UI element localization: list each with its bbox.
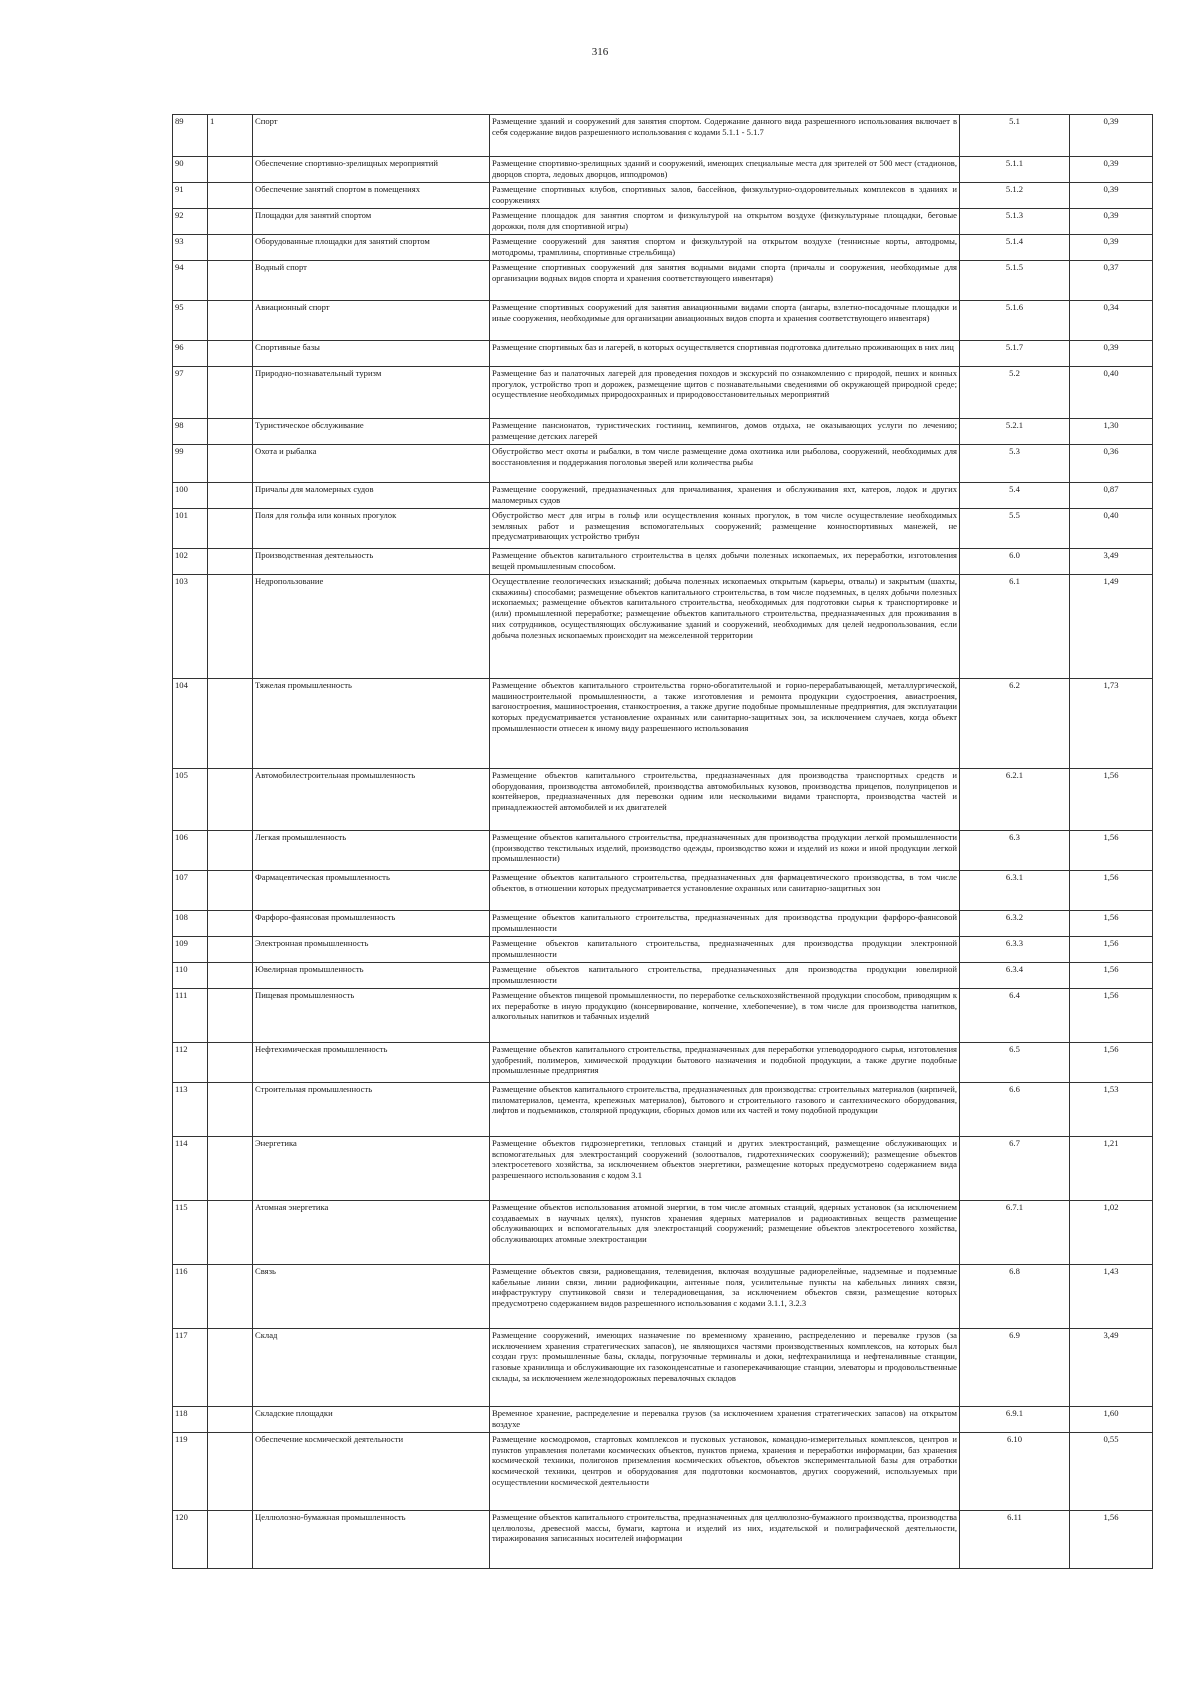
use-type-code: 6.3.3 [960,937,1070,963]
row-mark [208,157,253,183]
use-type-name: Складские площадки [253,1407,490,1433]
coefficient-value: 3,49 [1070,1329,1153,1407]
table-row [173,831,1153,871]
use-type-code: 6.7.1 [960,1201,1070,1265]
use-type-name: Ювелирная промышленность [253,963,490,989]
use-type-description: Размещение баз и палаточных лагерей для проведения походов и экскурсий по ознакомлению с природой, пеших и конных прогулок, устройство троп и дорожек, размещение щитов с познавательными сведениями об окружающей природной среде; осуществление необходимых природоохранных и природовосстановительных мероприятий [490,367,960,419]
row-number: 109 [173,937,208,963]
coefficient-value: 0,37 [1070,261,1153,301]
row-mark [208,1433,253,1511]
table-row [173,367,1153,419]
row-number: 92 [173,209,208,235]
row-mark [208,575,253,679]
use-type-code: 6.5 [960,1043,1070,1083]
table-row [173,549,1153,575]
coefficient-value: 1,02 [1070,1201,1153,1265]
coefficient-value: 1,53 [1070,1083,1153,1137]
row-number: 97 [173,367,208,419]
coefficient-value: 1,56 [1070,989,1153,1043]
row-mark [208,871,253,911]
row-number: 104 [173,679,208,769]
coefficient-value: 1,56 [1070,1043,1153,1083]
use-type-code: 5.1 [960,115,1070,157]
use-type-code: 5.1.5 [960,261,1070,301]
table-row [173,445,1153,483]
use-type-code: 5.3 [960,445,1070,483]
use-type-description: Размещение объектов капитального строительства горно-обогатительной и горно-перерабатывающей, металлургической, машиностроительной промышленности, а также изготовления и ремонта продукции судостроения, авиастроения, вагоностроения, машиностроения, станкостроения, а также другие подобные промышленные предприятия, для эксплуатации которых предусматривается установление охранных или санитарно-защитных зон, за исключением случаев, когда объект промышленности отнесен к иному виду разрешенного использования [490,679,960,769]
use-type-name: Туристическое обслуживание [253,419,490,445]
row-number: 115 [173,1201,208,1265]
row-number: 112 [173,1043,208,1083]
row-number: 89 [173,115,208,157]
use-type-name: Охота и рыбалка [253,445,490,483]
row-mark [208,963,253,989]
row-number: 94 [173,261,208,301]
use-type-description: Размещение объектов капитального строительства, предназначенных для производства продукции легкой промышленности (производство текстильных изделий, производство одежды, производство кожи и изделий из кожи и иной продукции легкой промышленности) [490,831,960,871]
use-type-code: 6.9.1 [960,1407,1070,1433]
coefficient-value: 1,56 [1070,831,1153,871]
coefficient-value: 1,56 [1070,871,1153,911]
use-type-description: Размещение объектов капитального строительства, предназначенных для фармацевтического производства, в том числе объектов, в отношении которых предусматривается установление охранных или санитарно-защитных зон [490,871,960,911]
use-type-name: Легкая промышленность [253,831,490,871]
coefficient-value: 1,60 [1070,1407,1153,1433]
coefficient-value: 1,73 [1070,679,1153,769]
use-type-code: 6.3.4 [960,963,1070,989]
row-number: 100 [173,483,208,509]
use-type-description: Размещение спортивных сооружений для занятия авиационными видами спорта (ангары, взлетно-посадочные площадки и иные сооружения, необходимые для организации авиационных видов спорта и хранения соответствующего инвентаря) [490,301,960,341]
table-row [173,509,1153,549]
coefficient-value: 0,39 [1070,157,1153,183]
row-number: 113 [173,1083,208,1137]
table-row [173,871,1153,911]
use-type-description: Размещение объектов капитального строительства, предназначенных для производства продукции фарфоро-фаянсовой промышленности [490,911,960,937]
use-type-name: Оборудованные площадки для занятий спортом [253,235,490,261]
use-type-description: Обустройство мест охоты и рыбалки, в том числе размещение дома охотника или рыболова, сооружений, необходимых для восстановления и поддержания поголовья зверей или количества рыбы [490,445,960,483]
row-mark [208,445,253,483]
row-mark [208,1407,253,1433]
row-number: 99 [173,445,208,483]
table-body [173,115,1153,1569]
row-mark [208,183,253,209]
row-number: 106 [173,831,208,871]
use-type-name: Энергетика [253,1137,490,1201]
row-number: 116 [173,1265,208,1329]
use-type-description: Размещение спортивных сооружений для занятия водными видами спорта (причалы и сооружения, необходимые для организации водных видов спорта и хранения соответствующего инвентаря) [490,261,960,301]
use-type-description: Размещение объектов пищевой промышленности, по переработке сельскохозяйственной продукции способом, приводящим к их переработке в иную продукцию (консервирование, копчение, хлебопечение), в том числе для производства напитков, алкогольных напитков и табачных изделий [490,989,960,1043]
row-mark [208,1043,253,1083]
table-row [173,1329,1153,1407]
use-type-code: 6.3.2 [960,911,1070,937]
row-mark [208,509,253,549]
row-number: 105 [173,769,208,831]
use-type-description: Временное хранение, распределение и перевалка грузов (за исключением хранения стратегических запасов) на открытом воздухе [490,1407,960,1433]
use-type-description: Размещение объектов капитального строительства, предназначенных для переработки углеводородного сырья, изготовления удобрений, полимеров, химической продукции бытового назначения и подобной продукции, а также другие подобные промышленные предприятия [490,1043,960,1083]
use-type-name: Строительная промышленность [253,1083,490,1137]
coefficient-value: 1,56 [1070,769,1153,831]
row-mark [208,483,253,509]
table-row [173,1511,1153,1569]
use-type-name: Спорт [253,115,490,157]
row-mark [208,209,253,235]
row-mark [208,1137,253,1201]
row-number: 117 [173,1329,208,1407]
table-row [173,115,1153,157]
use-type-description: Размещение космодромов, стартовых комплексов и пусковых установок, командно-измерительных комплексов, центров и пунктов управления полетами космических объектов, пунктов приема, хранения и переработки информации, баз хранения космической техники, полигонов приземления космических объектов, объектов экспериментальной базы для отработки космической техники, центров и оборудования для подготовки космонавтов, других сооружений, используемых при осуществлении космической деятельности [490,1433,960,1511]
use-type-name: Водный спорт [253,261,490,301]
table-row [173,1407,1153,1433]
coefficient-value: 1,56 [1070,911,1153,937]
coefficient-value: 0,39 [1070,115,1153,157]
use-type-description: Размещение объектов капитального строительства, предназначенных для производства продукции ювелирной промышленности [490,963,960,989]
use-type-description: Размещение пансионатов, туристических гостиниц, кемпингов, домов отдыха, не оказывающих услуги по лечению; размещение детских лагерей [490,419,960,445]
page-number: 316 [591,46,609,58]
table-row [173,209,1153,235]
use-type-description: Размещение спортивно-зрелищных зданий и сооружений, имеющих специальные места для зрителей от 500 мест (стадионов, дворцов спорта, ледовых дворцов, ипподромов) [490,157,960,183]
use-type-name: Природно-познавательный туризм [253,367,490,419]
row-mark [208,1083,253,1137]
table-row [173,1433,1153,1511]
row-mark [208,1511,253,1569]
table-row [173,1043,1153,1083]
coefficient-value: 1,21 [1070,1137,1153,1201]
use-type-code: 6.3 [960,831,1070,871]
use-type-name: Пищевая промышленность [253,989,490,1043]
table-row [173,963,1153,989]
row-mark [208,235,253,261]
coefficient-value: 0,87 [1070,483,1153,509]
use-type-name: Нефтехимическая промышленность [253,1043,490,1083]
use-type-name: Спортивные базы [253,341,490,367]
row-mark: 1 [208,115,253,157]
row-number: 119 [173,1433,208,1511]
row-number: 102 [173,549,208,575]
table-row [173,937,1153,963]
use-type-code: 6.9 [960,1329,1070,1407]
row-mark [208,549,253,575]
use-type-description: Размещение объектов капитального строительства, предназначенных для производства транспортных средств и оборудования, производства автомобилей, производства автомобильных кузовов, производства прицепов, полуприцепов и контейнеров, предназначенных для перевозки одним или несколькими видами транспорта, производства частей и принадлежностей автомобилей и их двигателей [490,769,960,831]
coefficient-value: 1,49 [1070,575,1153,679]
use-type-name: Атомная энергетика [253,1201,490,1265]
use-type-name: Причалы для маломерных судов [253,483,490,509]
use-type-name: Обеспечение занятий спортом в помещениях [253,183,490,209]
use-type-name: Недропользование [253,575,490,679]
use-type-name: Связь [253,1265,490,1329]
use-type-description: Размещение объектов использования атомной энергии, в том числе атомных станций, ядерных установок (за исключением создаваемых в научных целях), пунктов хранения ядерных материалов и радиоактивных веществ размещение обслуживающих и вспомогательных для электростанций сооружений; размещение объектов электросетевого хозяйства, обслуживающих атомные электростанции [490,1201,960,1265]
row-number: 120 [173,1511,208,1569]
use-type-code: 6.2 [960,679,1070,769]
table-row [173,989,1153,1043]
table-row [173,1083,1153,1137]
row-mark [208,261,253,301]
table-row [173,157,1153,183]
use-type-description: Размещение зданий и сооружений для занятия спортом. Содержание данного вида разрешенного использования включает в себя содержание видов разрешенного использования с кодами 5.1.1 - 5.1.7 [490,115,960,157]
use-type-name: Автомобилестроительная промышленность [253,769,490,831]
table-row [173,235,1153,261]
row-mark [208,1265,253,1329]
use-type-name: Обеспечение космической деятельности [253,1433,490,1511]
row-mark [208,831,253,871]
use-type-code: 5.1.4 [960,235,1070,261]
row-mark [208,989,253,1043]
use-type-name: Электронная промышленность [253,937,490,963]
use-type-code: 6.8 [960,1265,1070,1329]
use-type-description: Обустройство мест для игры в гольф или осуществления конных прогулок, в том числе осуществление необходимых земляных работ и размещения вспомогательных сооружений; размещение конноспортивных манежей, не предусматривающих устройство трибун [490,509,960,549]
use-type-name: Тяжелая промышленность [253,679,490,769]
coefficient-value: 0,39 [1070,209,1153,235]
table-row [173,1137,1153,1201]
use-type-code: 6.1 [960,575,1070,679]
use-type-name: Площадки для занятий спортом [253,209,490,235]
coefficient-value: 1,43 [1070,1265,1153,1329]
use-type-code: 5.2 [960,367,1070,419]
use-type-description: Размещение спортивных баз и лагерей, в которых осуществляется спортивная подготовка длительно проживающих в них лиц [490,341,960,367]
use-type-code: 5.4 [960,483,1070,509]
row-number: 110 [173,963,208,989]
table-row [173,769,1153,831]
table-row [173,483,1153,509]
use-type-description: Размещение объектов гидроэнергетики, тепловых станций и других электростанций, размещение обслуживающих и вспомогательных для электростанций сооружений (золоотвалов, гидротехнических сооружений); размещение объектов электросетевого хозяйства, за исключением объектов энергетики, размещение которых предусмотрено содержанием вида разрешенного использования с кодом 3.1 [490,1137,960,1201]
row-number: 95 [173,301,208,341]
row-number: 96 [173,341,208,367]
row-mark [208,367,253,419]
coefficient-value: 0,39 [1070,235,1153,261]
coefficient-value: 0,39 [1070,183,1153,209]
use-type-name: Фарфоро-фаянсовая промышленность [253,911,490,937]
use-type-description: Размещение площадок для занятия спортом и физкультурой на открытом воздухе (физкультурные площадки, беговые дорожки, поля для спортивной игры) [490,209,960,235]
use-type-code: 6.0 [960,549,1070,575]
land-use-table [172,114,1153,1569]
use-type-description: Размещение объектов капитального строительства, предназначенных для производства продукции электронной промышленности [490,937,960,963]
coefficient-value: 1,30 [1070,419,1153,445]
use-type-code: 5.1.2 [960,183,1070,209]
use-type-description: Размещение объектов капитального строительства, предназначенных для производства: строительных материалов (кирпичей, пиломатериалов, цемента, крепежных материалов), бытового и строительного газового и сантехнического оборудования, лифтов и подъемников, столярной продукции, сборных домов или их частей и тому подобной продукции [490,1083,960,1137]
row-number: 114 [173,1137,208,1201]
row-number: 111 [173,989,208,1043]
coefficient-value: 0,36 [1070,445,1153,483]
table-row [173,575,1153,679]
table-row [173,261,1153,301]
row-mark [208,1201,253,1265]
table-row [173,1265,1153,1329]
row-number: 93 [173,235,208,261]
use-type-name: Авиационный спорт [253,301,490,341]
use-type-name: Целлюлозно-бумажная промышленность [253,1511,490,1569]
use-type-code: 5.1.6 [960,301,1070,341]
use-type-description: Размещение сооружений, предназначенных для причаливания, хранения и обслуживания яхт, катеров, лодок и других маломерных судов [490,483,960,509]
coefficient-value: 0,34 [1070,301,1153,341]
row-number: 98 [173,419,208,445]
row-mark [208,679,253,769]
use-type-name: Фармацевтическая промышленность [253,871,490,911]
coefficient-value: 1,56 [1070,1511,1153,1569]
coefficient-value: 0,39 [1070,341,1153,367]
coefficient-value: 3,49 [1070,549,1153,575]
use-type-code: 6.10 [960,1433,1070,1511]
row-mark [208,1329,253,1407]
table-row [173,419,1153,445]
use-type-name: Производственная деятельность [253,549,490,575]
coefficient-value: 1,56 [1070,937,1153,963]
use-type-code: 6.7 [960,1137,1070,1201]
use-type-code: 5.2.1 [960,419,1070,445]
table-row [173,1201,1153,1265]
table-row [173,341,1153,367]
row-mark [208,301,253,341]
table-row [173,183,1153,209]
use-type-code: 6.4 [960,989,1070,1043]
coefficient-value: 0,40 [1070,509,1153,549]
coefficient-value: 0,40 [1070,367,1153,419]
row-number: 90 [173,157,208,183]
row-number: 118 [173,1407,208,1433]
use-type-description: Размещение сооружений, имеющих назначение по временному хранению, распределению и перевалке грузов (за исключением хранения стратегических запасов), не являющихся частями производственных комплексов, на которых был создан груз: промышленные базы, склады, погрузочные терминалы и доки, нефтехранилища и нефтеналивные станции, газовые хранилища и обслуживающие их газоконденсатные и газоперекачивающие станции, элеваторы и продовольственные склады, за исключением железнодорожных перевалочных складов [490,1329,960,1407]
row-number: 101 [173,509,208,549]
use-type-name: Обеспечение спортивно-зрелищных мероприятий [253,157,490,183]
use-type-description: Размещение сооружений для занятия спортом и физкультурой на открытом воздухе (теннисные корты, автодромы, мотодромы, трамплины, спортивные стрельбища) [490,235,960,261]
use-type-code: 6.6 [960,1083,1070,1137]
coefficient-value: 1,56 [1070,963,1153,989]
coefficient-value: 0,55 [1070,1433,1153,1511]
row-mark [208,911,253,937]
row-number: 91 [173,183,208,209]
use-type-code: 5.1.7 [960,341,1070,367]
use-type-name: Поля для гольфа или конных прогулок [253,509,490,549]
use-type-description: Размещение спортивных клубов, спортивных залов, бассейнов, физкультурно-оздоровительных комплексов в зданиях и сооружениях [490,183,960,209]
row-number: 107 [173,871,208,911]
table-row [173,911,1153,937]
use-type-code: 6.11 [960,1511,1070,1569]
row-mark [208,341,253,367]
use-type-code: 5.5 [960,509,1070,549]
row-number: 108 [173,911,208,937]
use-type-description: Размещение объектов связи, радиовещания, телевидения, включая воздушные радиорелейные, надземные и подземные кабельные линии связи, линии радиофикации, антенные поля, усилительные пункты на кабельных линиях связи, инфраструктуру спутниковой связи и телерадиовещания, за исключением объектов связи, размещение которых предусмотрено содержанием видов разрешенного использования с кодами 3.1.1, 3.2.3 [490,1265,960,1329]
table-row [173,301,1153,341]
use-type-description: Размещение объектов капитального строительства, предназначенных для целлюлозно-бумажного производства, производства целлюлозы, древесной массы, бумаги, картона и изделий из них, издательской и полиграфической деятельности, тиражирования записанных носителей информации [490,1511,960,1569]
use-type-name: Склад [253,1329,490,1407]
table-row [173,679,1153,769]
use-type-code: 5.1.3 [960,209,1070,235]
row-number: 103 [173,575,208,679]
use-type-description: Осуществление геологических изысканий; добыча полезных ископаемых открытым (карьеры, отвалы) и закрытым (шахты, скважины) способами; размещение объектов капитального строительства, в том числе подземных, в целях добычи полезных ископаемых; размещение объектов капитального строительства, необходимых для подготовки сырья к транспортировке и (или) промышленной переработке; размещение объектов капитального строительства, предназначенных для проживания в них сотрудников, осуществляющих обслуживание зданий и сооружений, необходимых для целей недропользования, если добыча полезных ископаемых происходит на межселенной территории [490,575,960,679]
use-type-code: 5.1.1 [960,157,1070,183]
use-type-description: Размещение объектов капитального строительства в целях добычи полезных ископаемых, их переработки, изготовления вещей промышленным способом. [490,549,960,575]
row-mark [208,419,253,445]
use-type-code: 6.3.1 [960,871,1070,911]
row-mark [208,937,253,963]
row-mark [208,769,253,831]
use-type-code: 6.2.1 [960,769,1070,831]
